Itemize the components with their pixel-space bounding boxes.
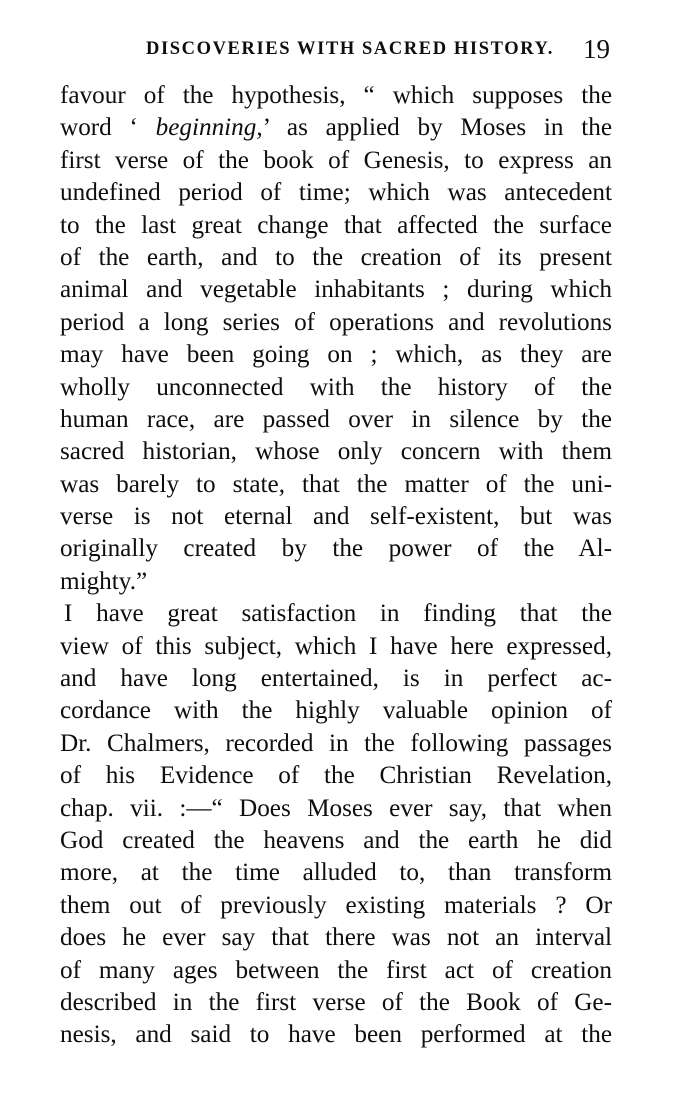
text-line: sacred historian, whose only concern with them (60, 438, 612, 466)
text-line: more, at the time alluded to, than transform (60, 859, 612, 887)
text-line: verse is not eternal and self-existent, but was (60, 503, 612, 531)
text-line: favour of the hypothesis, “ which supposes the (60, 82, 612, 109)
text-line: human race, are passed over in silence by the (60, 405, 612, 433)
text-line: mighty.” (60, 567, 148, 595)
text-line: does he ever say that there was not an interval (60, 924, 612, 952)
text-line: I have great satisfaction in finding that the (64, 600, 612, 628)
running-title: DISCOVERIES WITH SACRED HISTORY. (146, 39, 554, 59)
text-line: view of this subject, which I have here expressed, (60, 632, 612, 660)
text-line: animal and vegetable inhabitants ; during which (60, 276, 612, 304)
italic-word: beginning, (155, 114, 263, 142)
text-line: undefined period of time; which was antecedent (60, 179, 612, 207)
text-line: of the earth, and to the creation of its present (60, 243, 612, 271)
text-line: chap. vii. :—“ Does Moses ever say, that when (60, 794, 612, 822)
running-head (0, 34, 679, 74)
text-line: was barely to state, that the matter of the uni- (60, 470, 612, 498)
body-text (60, 80, 612, 1052)
text-line: Dr. Chalmers, recorded in the following passages (60, 729, 612, 757)
text-line: them out of previously existing materials ? Or (60, 891, 612, 919)
text-line: cordance with the highly valuable opinion of (60, 697, 612, 725)
text-line: nesis, and said to have been performed at the (60, 1021, 612, 1049)
text-line: to the last great change that affected the surface (60, 211, 612, 239)
text-line: described in the first verse of the Book of Ge- (60, 988, 612, 1016)
text-line: originally created by the power of the Al- (60, 535, 612, 563)
text-line: wholly unconnected with the history of the (60, 373, 612, 401)
text-line: may have been going on ; which, as they are (60, 341, 612, 369)
text-line: of many ages between the first act of creation (60, 956, 612, 984)
text-line: period a long series of operations and revolutions (60, 308, 612, 336)
text-line: and have long entertained, is in perfect ac- (60, 665, 612, 693)
text-line: first verse of the book of Genesis, to express an (60, 146, 612, 174)
text-line: God created the heavens and the earth he did (60, 826, 612, 854)
page-number: 19 (583, 34, 610, 64)
text-line: of his Evidence of the Christian Revelation, (60, 762, 612, 790)
text-line: word ‘ beginning,’ as applied by Moses in the (60, 114, 613, 142)
